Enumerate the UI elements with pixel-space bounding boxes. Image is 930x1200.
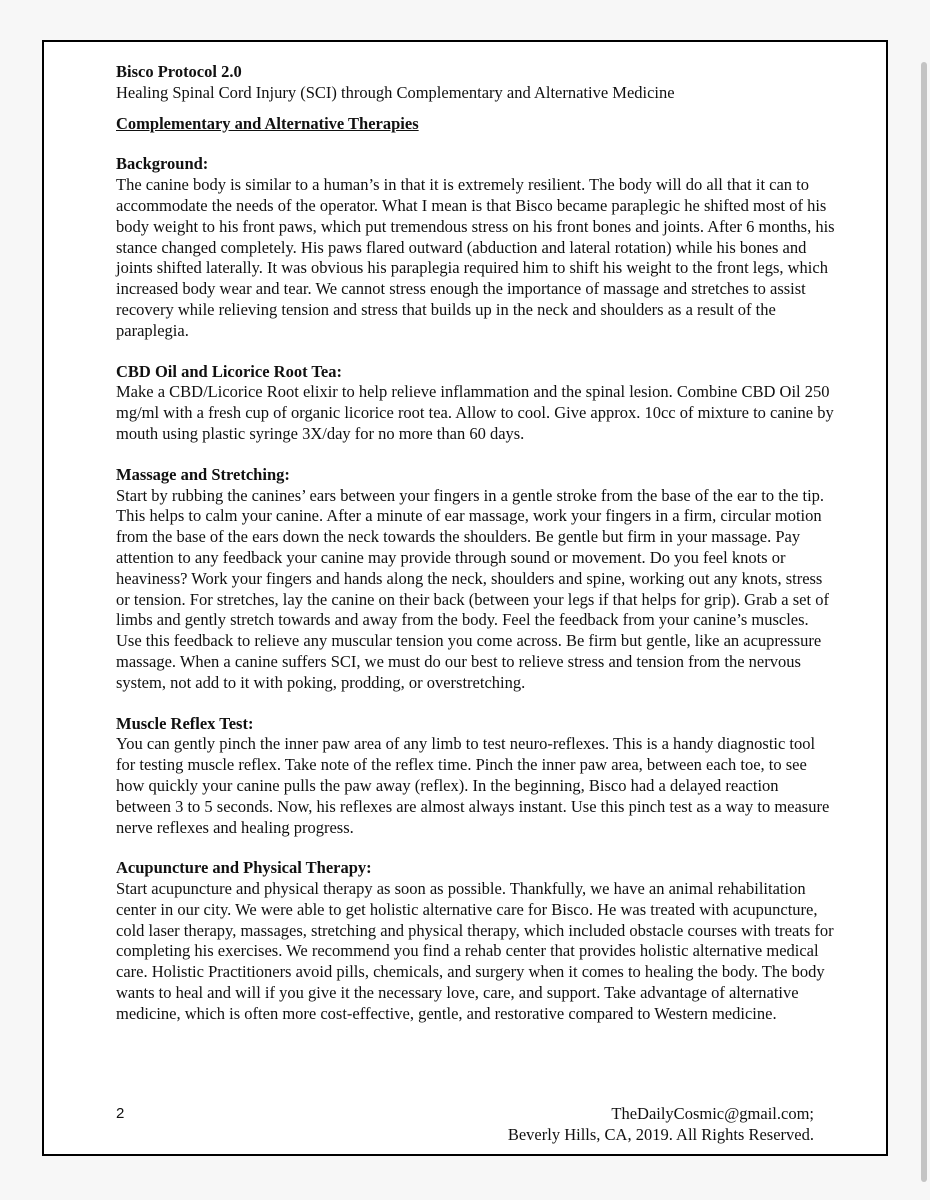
document-page — [42, 40, 888, 1156]
section-reflex-test — [116, 714, 836, 839]
section-body: Start by rubbing the canines’ ears between your fingers in a gentle stroke from the base of the ear to the tip. This helps to calm your canine. After a minute of ear massage, work your fingers in a firm, circular motion from the base of the ears down the neck towards the shoulders. Be gentle but firm in your massage. Pay attention to any feedback your canine may provide through sound or movement. Do you feel knots or heaviness? Work your fingers and hands along the neck, shoulders and spine, working out any knots, stress or tension. For stretches, lay the canine on their back (between your legs if that helps for grip). Grab a set of limbs and gently stretch towards and away from the body. Feel the feedback from your canine’s muscles. Use this feedback to relieve any muscular tension you come across. Be firm but gentle, like an acupressure massage. When a canine suffers SCI, we must do our best to relieve stress and tension from the nervous system, not add to it with poking, prodding, or overstretching. — [116, 485, 829, 692]
section-cbd-oil — [116, 362, 836, 445]
main-section-heading: Complementary and Alternative Therapies — [116, 113, 419, 133]
document-subtitle: Healing Spinal Cord Injury (SCI) through Complementary and Alternative Medicine — [116, 82, 675, 102]
page-content — [116, 62, 836, 1025]
page-number: 2 — [116, 1105, 125, 1122]
copyright-notice: Beverly Hills, CA, 2019. All Rights Reserved. — [507, 1124, 814, 1144]
section-body: The canine body is similar to a human’s in that it is extremely resilient. The body will do all that it can to accommodate the needs of the operator. What I mean is that Bisco became paraplegic he shifted most of his body weight to his front paws, which put tremendous stress on his front bones and joints. After 6 months, his stance changed completely. His paws flared outward (abduction and lateral rotation) while his bones and joints shifted laterally. It was obvious his paraplegia required him to shift his weight to the front legs, which increased body wear and tear. We cannot stress enough the importance of massage and stretches to assist recovery while relieving tension and stress that builds up in the neck and shoulders as a result of the paraplegia. — [116, 175, 835, 340]
section-body: Make a CBD/Licorice Root elixir to help relieve inflammation and the spinal lesion. Combine CBD Oil 250 mg/ml with a fresh cup of organic licorice root tea. Allow to cool. Give approx. 10cc of mixture to canine by mouth using plastic syringe 3X/day for no more than 60 days. — [116, 382, 834, 443]
section-heading: Background: — [116, 154, 209, 174]
section-massage — [116, 465, 836, 694]
document-title: Bisco Protocol 2.0 — [116, 62, 242, 81]
section-background — [116, 154, 836, 341]
section-heading: Muscle Reflex Test: — [116, 713, 254, 733]
vertical-scrollbar[interactable] — [921, 62, 927, 1182]
section-heading: Massage and Stretching: — [116, 464, 290, 484]
section-body: Start acupuncture and physical therapy as soon as possible. Thankfully, we have an animal rehabilitation center in our city. We were able to get holistic alternative care for Bisco. He was treated with acupuncture, cold laser therapy, massages, stretching and physical therapy, which included obstacle courses with treats for completing his exercises. We recommend you find a rehab center that provides holistic alternative medical care. Holistic Practitioners avoid pills, chemicals, and surgery when it comes to healing the body. The body wants to heal and will if you give it the necessary love, care, and support. Take advantage of alternative medicine, which is often more cost-effective, gentle, and restorative compared to Western medicine. — [116, 879, 834, 1023]
contact-email: TheDailyCosmic@gmail.com; — [611, 1104, 814, 1123]
section-body: You can gently pinch the inner paw area of any limb to test neuro-reflexes. This is a handy diagnostic tool for testing muscle reflex. Take note of the reflex time. Pinch the inner paw area, between each toe, to see how quickly your canine pulls the paw away (reflex). In the beginning, Bisco had a delayed reaction between 3 to 5 seconds. Now, his reflexes are almost always instant. Use this pinch test as a way to measure nerve reflexes and healing progress. — [116, 734, 830, 837]
section-heading: Acupuncture and Physical Therapy: — [116, 858, 372, 878]
section-acupuncture — [116, 858, 836, 1024]
section-heading: CBD Oil and Licorice Root Tea: — [116, 361, 342, 381]
footer-contact-block — [508, 1104, 814, 1146]
